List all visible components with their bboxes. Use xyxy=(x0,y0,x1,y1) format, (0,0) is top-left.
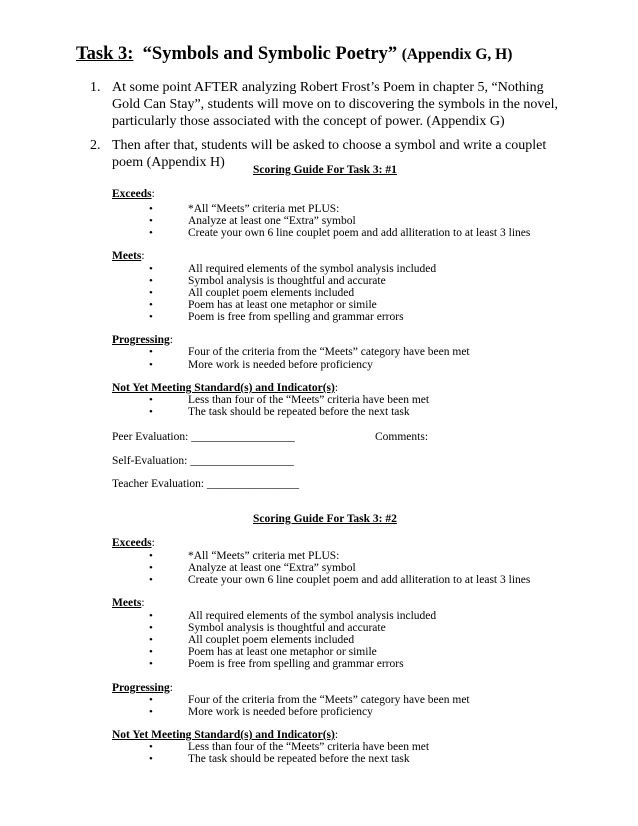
scoring-guide-1-heading: Scoring Guide For Task 3: #1 xyxy=(253,164,397,176)
criteria-item: • Poem is free from spelling and grammar errors xyxy=(149,311,404,323)
bullet-icon: • xyxy=(149,753,153,765)
bullet-icon: • xyxy=(149,203,153,215)
criteria-item: • The task should be repeated before the next task xyxy=(149,406,410,418)
bullet-icon: • xyxy=(149,574,153,586)
exceeds-label: Exceeds: xyxy=(112,537,155,549)
criteria-item: • Create your own 6 line couplet poem and add alliteration to at least 3 lines xyxy=(149,227,531,239)
bullet-icon: • xyxy=(149,622,153,634)
bullet-icon: • xyxy=(149,311,153,323)
self-evaluation-line: Self-Evaluation: __________________ xyxy=(112,455,294,467)
bullet-icon: • xyxy=(149,263,153,275)
bullet-icon: • xyxy=(149,299,153,311)
criteria-item: • All couplet poem elements included xyxy=(149,287,355,299)
bullet-icon: • xyxy=(149,227,153,239)
list-number: 1. xyxy=(90,80,101,95)
criteria-item: • The task should be repeated before the next task xyxy=(149,753,410,765)
bullet-icon: • xyxy=(149,658,153,670)
meets-label: Meets: xyxy=(112,597,145,609)
criteria-item: • *All “Meets” criteria met PLUS: xyxy=(149,203,340,215)
list-text: At some point AFTER analyzing Robert Frost’s Poem in chapter 5, “Nothing Gold Can Stay”, students will move on to discovering the symbols in the novel, particularly those associated with the concept of power. (Appendix G) xyxy=(112,80,559,129)
comments-label: Comments: xyxy=(375,431,429,443)
bullet-icon: • xyxy=(149,694,153,706)
page-title xyxy=(76,44,512,65)
criteria-item: • Four of the criteria from the “Meets” category have been met xyxy=(149,346,470,358)
bullet-icon: • xyxy=(149,406,153,418)
bullet-icon: • xyxy=(149,741,153,753)
scoring-guide-2-heading: Scoring Guide For Task 3: #2 xyxy=(253,513,397,525)
criteria-item: • Poem has at least one metaphor or simile xyxy=(149,299,377,311)
criteria-item: • Analyze at least one “Extra” symbol xyxy=(149,562,356,574)
task-number: Task 3: xyxy=(76,44,134,64)
exceeds-label: Exceeds: xyxy=(112,188,155,200)
criteria-item: • Poem is free from spelling and grammar errors xyxy=(149,658,404,670)
bullet-icon: • xyxy=(149,706,153,718)
criteria-item: • More work is needed before proficiency xyxy=(149,706,373,718)
criteria-item: • More work is needed before proficiency xyxy=(149,359,373,371)
bullet-icon: • xyxy=(149,287,153,299)
list-item xyxy=(90,79,560,130)
bullet-icon: • xyxy=(149,346,153,358)
task-appendix: (Appendix G, H) xyxy=(401,46,513,63)
meets-label: Meets: xyxy=(112,250,145,262)
criteria-item: • All required elements of the symbol analysis included xyxy=(149,263,437,275)
list-number: 2. xyxy=(90,138,101,153)
bullet-icon: • xyxy=(149,215,153,227)
criteria-item: • *All “Meets” criteria met PLUS: xyxy=(149,550,340,562)
criteria-item: • Four of the criteria from the “Meets” category have been met xyxy=(149,694,470,706)
bullet-icon: • xyxy=(149,562,153,574)
bullet-icon: • xyxy=(149,359,153,371)
criteria-item: • Less than four of the “Meets” criteria have been met xyxy=(149,394,430,406)
not-yet-label: Not Yet Meeting Standard(s) and Indicator(s): xyxy=(112,382,339,394)
criteria-item: • Create your own 6 line couplet poem and add alliteration to at least 3 lines xyxy=(149,574,531,586)
bullet-icon: • xyxy=(149,610,153,622)
criteria-item: • Poem has at least one metaphor or simile xyxy=(149,646,377,658)
not-yet-label: Not Yet Meeting Standard(s) and Indicator(s): xyxy=(112,729,339,741)
bullet-icon: • xyxy=(149,275,153,287)
criteria-item: • All couplet poem elements included xyxy=(149,634,355,646)
criteria-item: • Symbol analysis is thoughtful and accurate xyxy=(149,622,386,634)
peer-evaluation-line: Peer Evaluation: __________________ xyxy=(112,431,295,443)
criteria-item: • Analyze at least one “Extra” symbol xyxy=(149,215,356,227)
bullet-icon: • xyxy=(149,646,153,658)
bullet-icon: • xyxy=(149,634,153,646)
list-text: Then after that, students will be asked to choose a symbol and write a couplet poem (Appendix H) xyxy=(112,138,547,170)
criteria-item: • Less than four of the “Meets” criteria have been met xyxy=(149,741,430,753)
progressing-label: Progressing: xyxy=(112,334,173,346)
criteria-item: • Symbol analysis is thoughtful and accurate xyxy=(149,275,386,287)
teacher-evaluation-line: Teacher Evaluation: ________________ xyxy=(112,478,299,490)
progressing-label: Progressing: xyxy=(112,682,173,694)
bullet-icon: • xyxy=(149,394,153,406)
criteria-item: • All required elements of the symbol analysis included xyxy=(149,610,437,622)
bullet-icon: • xyxy=(149,550,153,562)
task-title: “Symbols and Symbolic Poetry” xyxy=(142,44,398,64)
